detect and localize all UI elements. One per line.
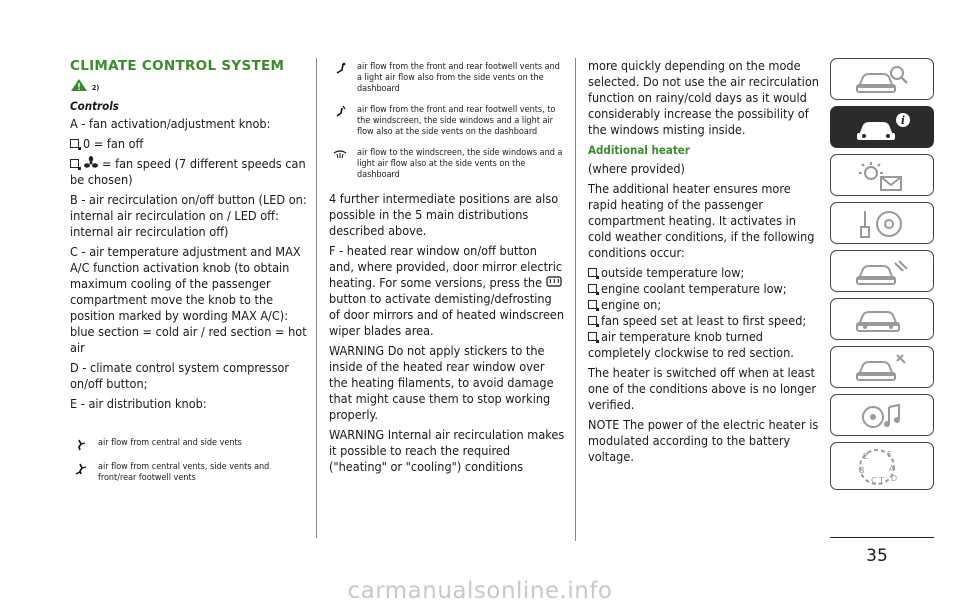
svg-text:A: A bbox=[889, 464, 895, 473]
warning-reference bbox=[70, 78, 308, 94]
air-flow-feet-icon bbox=[333, 62, 347, 76]
tab-car-tools[interactable] bbox=[830, 346, 934, 388]
warning-recirculation: WARNING Internal air recirculation makes it possible to reach the required ("heating" or "cooling") conditions bbox=[329, 427, 565, 474]
svg-text:D: D bbox=[891, 474, 898, 483]
paragraph-e: E - air distribution knob: bbox=[70, 396, 207, 411]
bullet-icon bbox=[70, 159, 79, 168]
watermark: carmanualsonline.info bbox=[347, 578, 613, 604]
air-flow-face-feet-icon bbox=[74, 462, 88, 476]
vent-option-4: air flow from the front and rear footwell vents, to the windscreen, the side windows and a light air flow also at the side vents on the dashboard bbox=[329, 105, 565, 138]
left-column bbox=[70, 58, 308, 494]
paragraph-c: C - air temperature adjustment and MAX A/C function activation knob (to obtain maximum cooling of the passenger compartment move the knob to the position marked by wording MAX A/C): blue section = cold air / red section = hot air bbox=[70, 244, 307, 355]
paragraph-where-provided: (where provided) bbox=[588, 161, 685, 176]
paragraph-b: B - air recirculation on/off button (LED on: internal air recirculation on / LED off: internal air recirculation off) bbox=[70, 192, 307, 239]
air-flow-face-icon bbox=[74, 438, 88, 452]
tab-warning-lights[interactable] bbox=[830, 154, 934, 196]
tab-car-magnifier[interactable] bbox=[830, 58, 934, 100]
paragraph-recirculation-cont: more quickly depending on the mode selected. Do not use the air recirculation function on rainy/cold days as it would considerably increase the possibility of the windows misting inside. bbox=[588, 58, 819, 137]
car-crash-icon bbox=[853, 255, 913, 289]
warning-lights-mail-icon bbox=[853, 159, 913, 193]
tab-car-service[interactable] bbox=[830, 298, 934, 340]
media-music-icon bbox=[853, 399, 913, 433]
bullet-icon bbox=[588, 268, 597, 277]
tab-car-crash[interactable] bbox=[830, 250, 934, 292]
additional-heater-heading: Additional heater bbox=[588, 143, 690, 157]
car-magnifier-icon bbox=[853, 63, 913, 97]
page-number-rule bbox=[830, 537, 934, 538]
windscreen-demist-icon bbox=[333, 148, 347, 162]
paragraph-f: F - heated rear window on/off button and, where provided, door mirror electric heating. For some versions, press the button to activate demisting/defrosting of door mirrors and of heated windscreen wiper blades area. bbox=[329, 243, 565, 338]
vent-option-2: air flow from central vents, side vents and front/rear footwell vents bbox=[70, 462, 308, 484]
list-item: outside temperature low; bbox=[588, 265, 822, 281]
paragraph-d: D - climate control system compressor on/off button; bbox=[70, 360, 290, 391]
heater-conditions-list bbox=[588, 265, 822, 361]
list-item: engine coolant temperature low; bbox=[588, 281, 822, 297]
paragraph-a: A - fan activation/adjustment knob: bbox=[70, 116, 271, 131]
index-alphabet-icon bbox=[845, 445, 915, 489]
middle-column bbox=[329, 62, 565, 479]
svg-text:B: B bbox=[859, 466, 865, 475]
list-item: fan speed set at least to first speed; bbox=[588, 313, 822, 329]
column-divider bbox=[316, 58, 317, 538]
paragraph-heater-intro: The additional heater ensures more rapid heating of the passenger compartment heating. It activates in cold weather conditions, if the following conditions occur: bbox=[588, 181, 815, 260]
car-service-icon bbox=[853, 303, 913, 337]
section-title: CLIMATE CONTROL SYSTEM bbox=[70, 58, 285, 74]
vent-option-3: air flow from the front and rear footwell vents and a light air flow also from the side vents on the dashboard bbox=[329, 62, 565, 95]
list-item: air temperature knob turned completely clockwise to red section. bbox=[588, 329, 794, 360]
page-number: 35 bbox=[866, 546, 888, 566]
warning-ref-number: 2) bbox=[92, 84, 100, 92]
column-divider bbox=[575, 58, 576, 541]
paragraph-heater-off: The heater is switched off when at least one of the conditions above is no longer verified. bbox=[588, 365, 817, 412]
right-column bbox=[588, 58, 822, 469]
paragraph-intermediate: 4 further intermediate positions are also possible in the 5 main distributions described above. bbox=[329, 191, 559, 238]
warning-triangle-icon bbox=[70, 78, 88, 92]
vent-option-1: air flow from central and side vents bbox=[70, 438, 308, 452]
bullet-icon bbox=[588, 316, 597, 325]
controls-heading: Controls bbox=[70, 99, 119, 113]
fan-icon bbox=[83, 156, 99, 170]
bullet-fan-speed: = fan speed (7 different speeds can be chosen) bbox=[70, 156, 306, 187]
rear-window-defrost-icon bbox=[546, 276, 562, 288]
bullet-icon bbox=[70, 139, 79, 148]
list-item: engine on; bbox=[588, 297, 822, 313]
tab-index[interactable] bbox=[830, 442, 934, 490]
tab-car-info[interactable] bbox=[830, 106, 934, 148]
bullet-icon bbox=[588, 300, 597, 309]
vent-option-5: air flow to the windscreen, the side windows and a light air flow also at the side vents on the dashboard bbox=[329, 148, 565, 181]
svg-text:C: C bbox=[871, 476, 877, 485]
car-info-icon bbox=[853, 111, 913, 145]
bullet-icon bbox=[588, 332, 597, 341]
tab-media[interactable] bbox=[830, 394, 934, 436]
svg-text:E: E bbox=[887, 450, 893, 459]
note-heater-power: NOTE The power of the electric heater is modulated according to the battery voltage. bbox=[588, 417, 819, 464]
svg-text:i: i bbox=[900, 114, 906, 127]
car-tools-icon bbox=[853, 351, 913, 385]
svg-text:T: T bbox=[879, 476, 884, 485]
tab-wrench-steering[interactable] bbox=[830, 202, 934, 244]
wrench-steering-wheel-icon bbox=[853, 207, 913, 241]
bullet-icon bbox=[588, 284, 597, 293]
air-flow-feet-windscreen-icon bbox=[333, 105, 347, 119]
warning-stickers: WARNING Do not apply stickers to the inside of the heated rear window over the heating filaments, to avoid damage that might cause them to stop working properly. bbox=[329, 343, 554, 422]
bullet-fan-off: 0 = fan off bbox=[70, 136, 308, 152]
svg-text:Z: Z bbox=[863, 452, 869, 461]
